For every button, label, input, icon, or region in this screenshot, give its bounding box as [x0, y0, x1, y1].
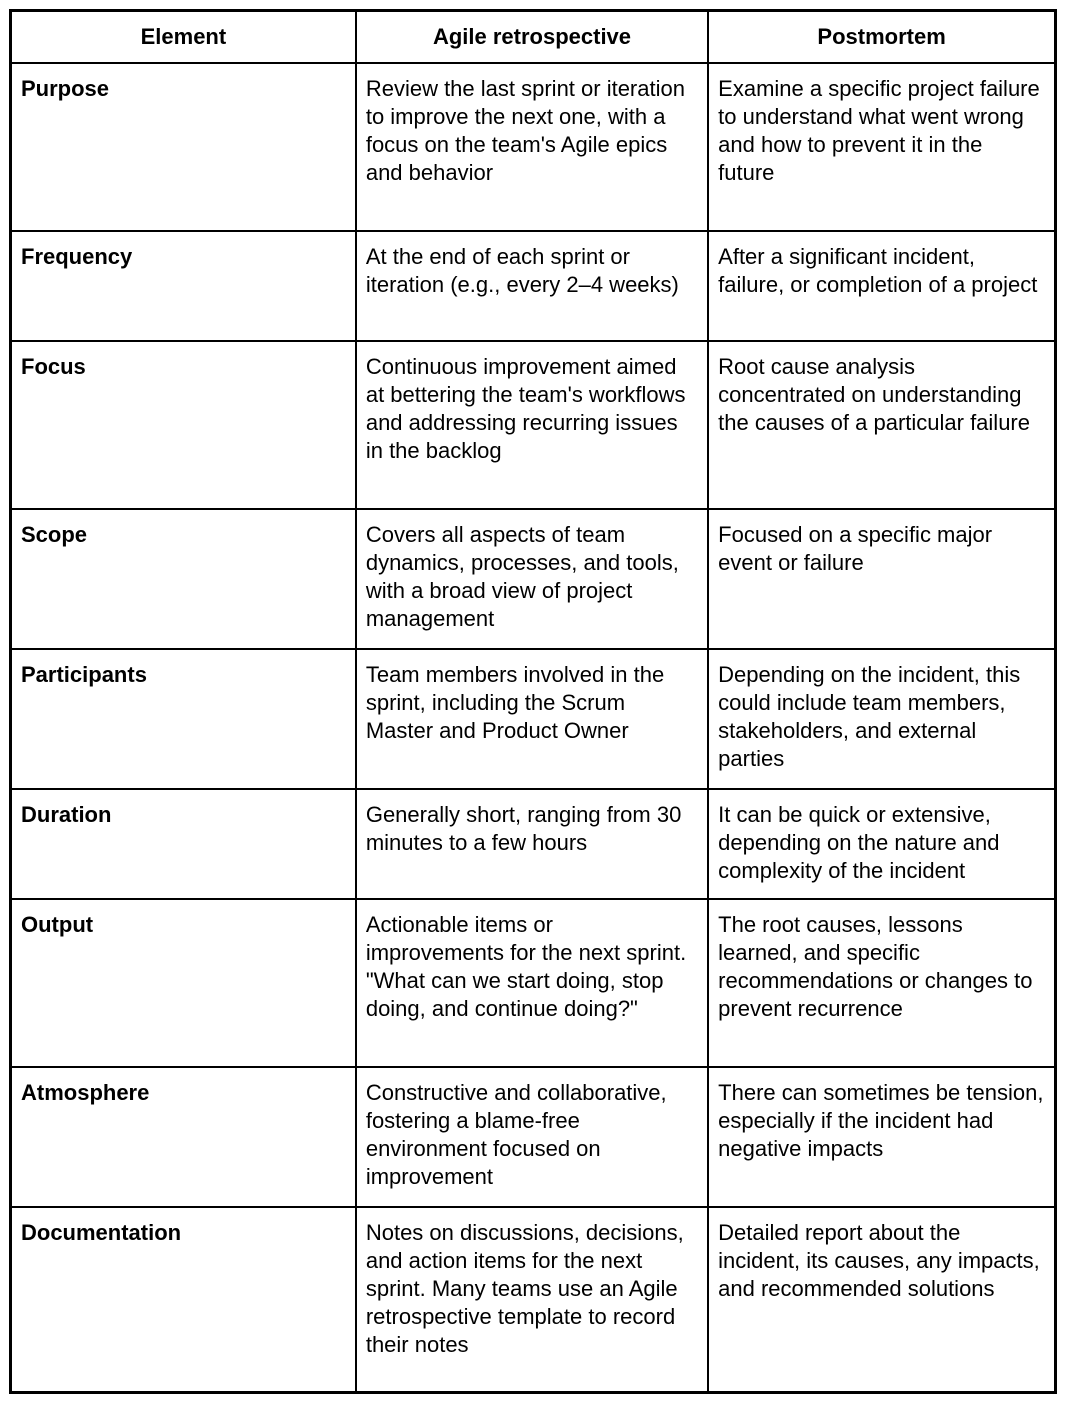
row-label-scope: Scope	[11, 509, 356, 649]
atmosphere-agile-cell: Constructive and collaborative, fostering a blame-free environment focused on improvement	[356, 1067, 708, 1207]
output-postmortem-cell: The root causes, lessons learned, and specific recommendations or changes to prevent recurrence	[708, 899, 1055, 1067]
output-agile-cell: Actionable items or improvements for the next sprint. "What can we start doing, stop doing, and continue doing?"	[356, 899, 708, 1067]
duration-postmortem-cell: It can be quick or extensive, depending on the nature and complexity of the incident	[708, 789, 1055, 899]
column-header-postmortem: Postmortem	[708, 11, 1055, 63]
scope-agile-cell: Covers all aspects of team dynamics, processes, and tools, with a broad view of project management	[356, 509, 708, 649]
row-documentation	[11, 1207, 1056, 1393]
header-row	[11, 11, 1056, 63]
row-atmosphere	[11, 1067, 1056, 1207]
row-participants	[11, 649, 1056, 789]
column-header-element: Element	[11, 11, 356, 63]
column-header-agile-retrospective: Agile retrospective	[356, 11, 708, 63]
row-label-participants: Participants	[11, 649, 356, 789]
row-label-duration: Duration	[11, 789, 356, 899]
frequency-postmortem-cell: After a significant incident, failure, or completion of a project	[708, 231, 1055, 341]
purpose-postmortem-cell: Examine a specific project failure to understand what went wrong and how to prevent it in the future	[708, 63, 1055, 231]
participants-postmortem-cell: Depending on the incident, this could include team members, stakeholders, and external parties	[708, 649, 1055, 789]
row-label-documentation: Documentation	[11, 1207, 356, 1393]
frequency-agile-cell: At the end of each sprint or iteration (e.g., every 2–4 weeks)	[356, 231, 708, 341]
duration-agile-cell: Generally short, ranging from 30 minutes to a few hours	[356, 789, 708, 899]
documentation-postmortem-cell: Detailed report about the incident, its causes, any impacts, and recommended solutions	[708, 1207, 1055, 1393]
row-purpose	[11, 63, 1056, 231]
row-scope	[11, 509, 1056, 649]
participants-agile-cell: Team members involved in the sprint, including the Scrum Master and Product Owner	[356, 649, 708, 789]
focus-postmortem-cell: Root cause analysis concentrated on understanding the causes of a particular failure	[708, 341, 1055, 509]
atmosphere-postmortem-cell: There can sometimes be tension, especially if the incident had negative impacts	[708, 1067, 1055, 1207]
row-label-focus: Focus	[11, 341, 356, 509]
row-label-output: Output	[11, 899, 356, 1067]
row-focus	[11, 341, 1056, 509]
purpose-agile-cell: Review the last sprint or iteration to improve the next one, with a focus on the team's Agile epics and behavior	[356, 63, 708, 231]
focus-agile-cell: Continuous improvement aimed at bettering the team's workflows and addressing recurring issues in the backlog	[356, 341, 708, 509]
comparison-table	[9, 9, 1057, 1394]
documentation-agile-cell: Notes on discussions, decisions, and action items for the next sprint. Many teams use an Agile retrospective template to record their notes	[356, 1207, 708, 1393]
row-label-frequency: Frequency	[11, 231, 356, 341]
row-label-purpose: Purpose	[11, 63, 356, 231]
row-duration	[11, 789, 1056, 899]
row-label-atmosphere: Atmosphere	[11, 1067, 356, 1207]
scope-postmortem-cell: Focused on a specific major event or failure	[708, 509, 1055, 649]
row-frequency	[11, 231, 1056, 341]
row-output	[11, 899, 1056, 1067]
